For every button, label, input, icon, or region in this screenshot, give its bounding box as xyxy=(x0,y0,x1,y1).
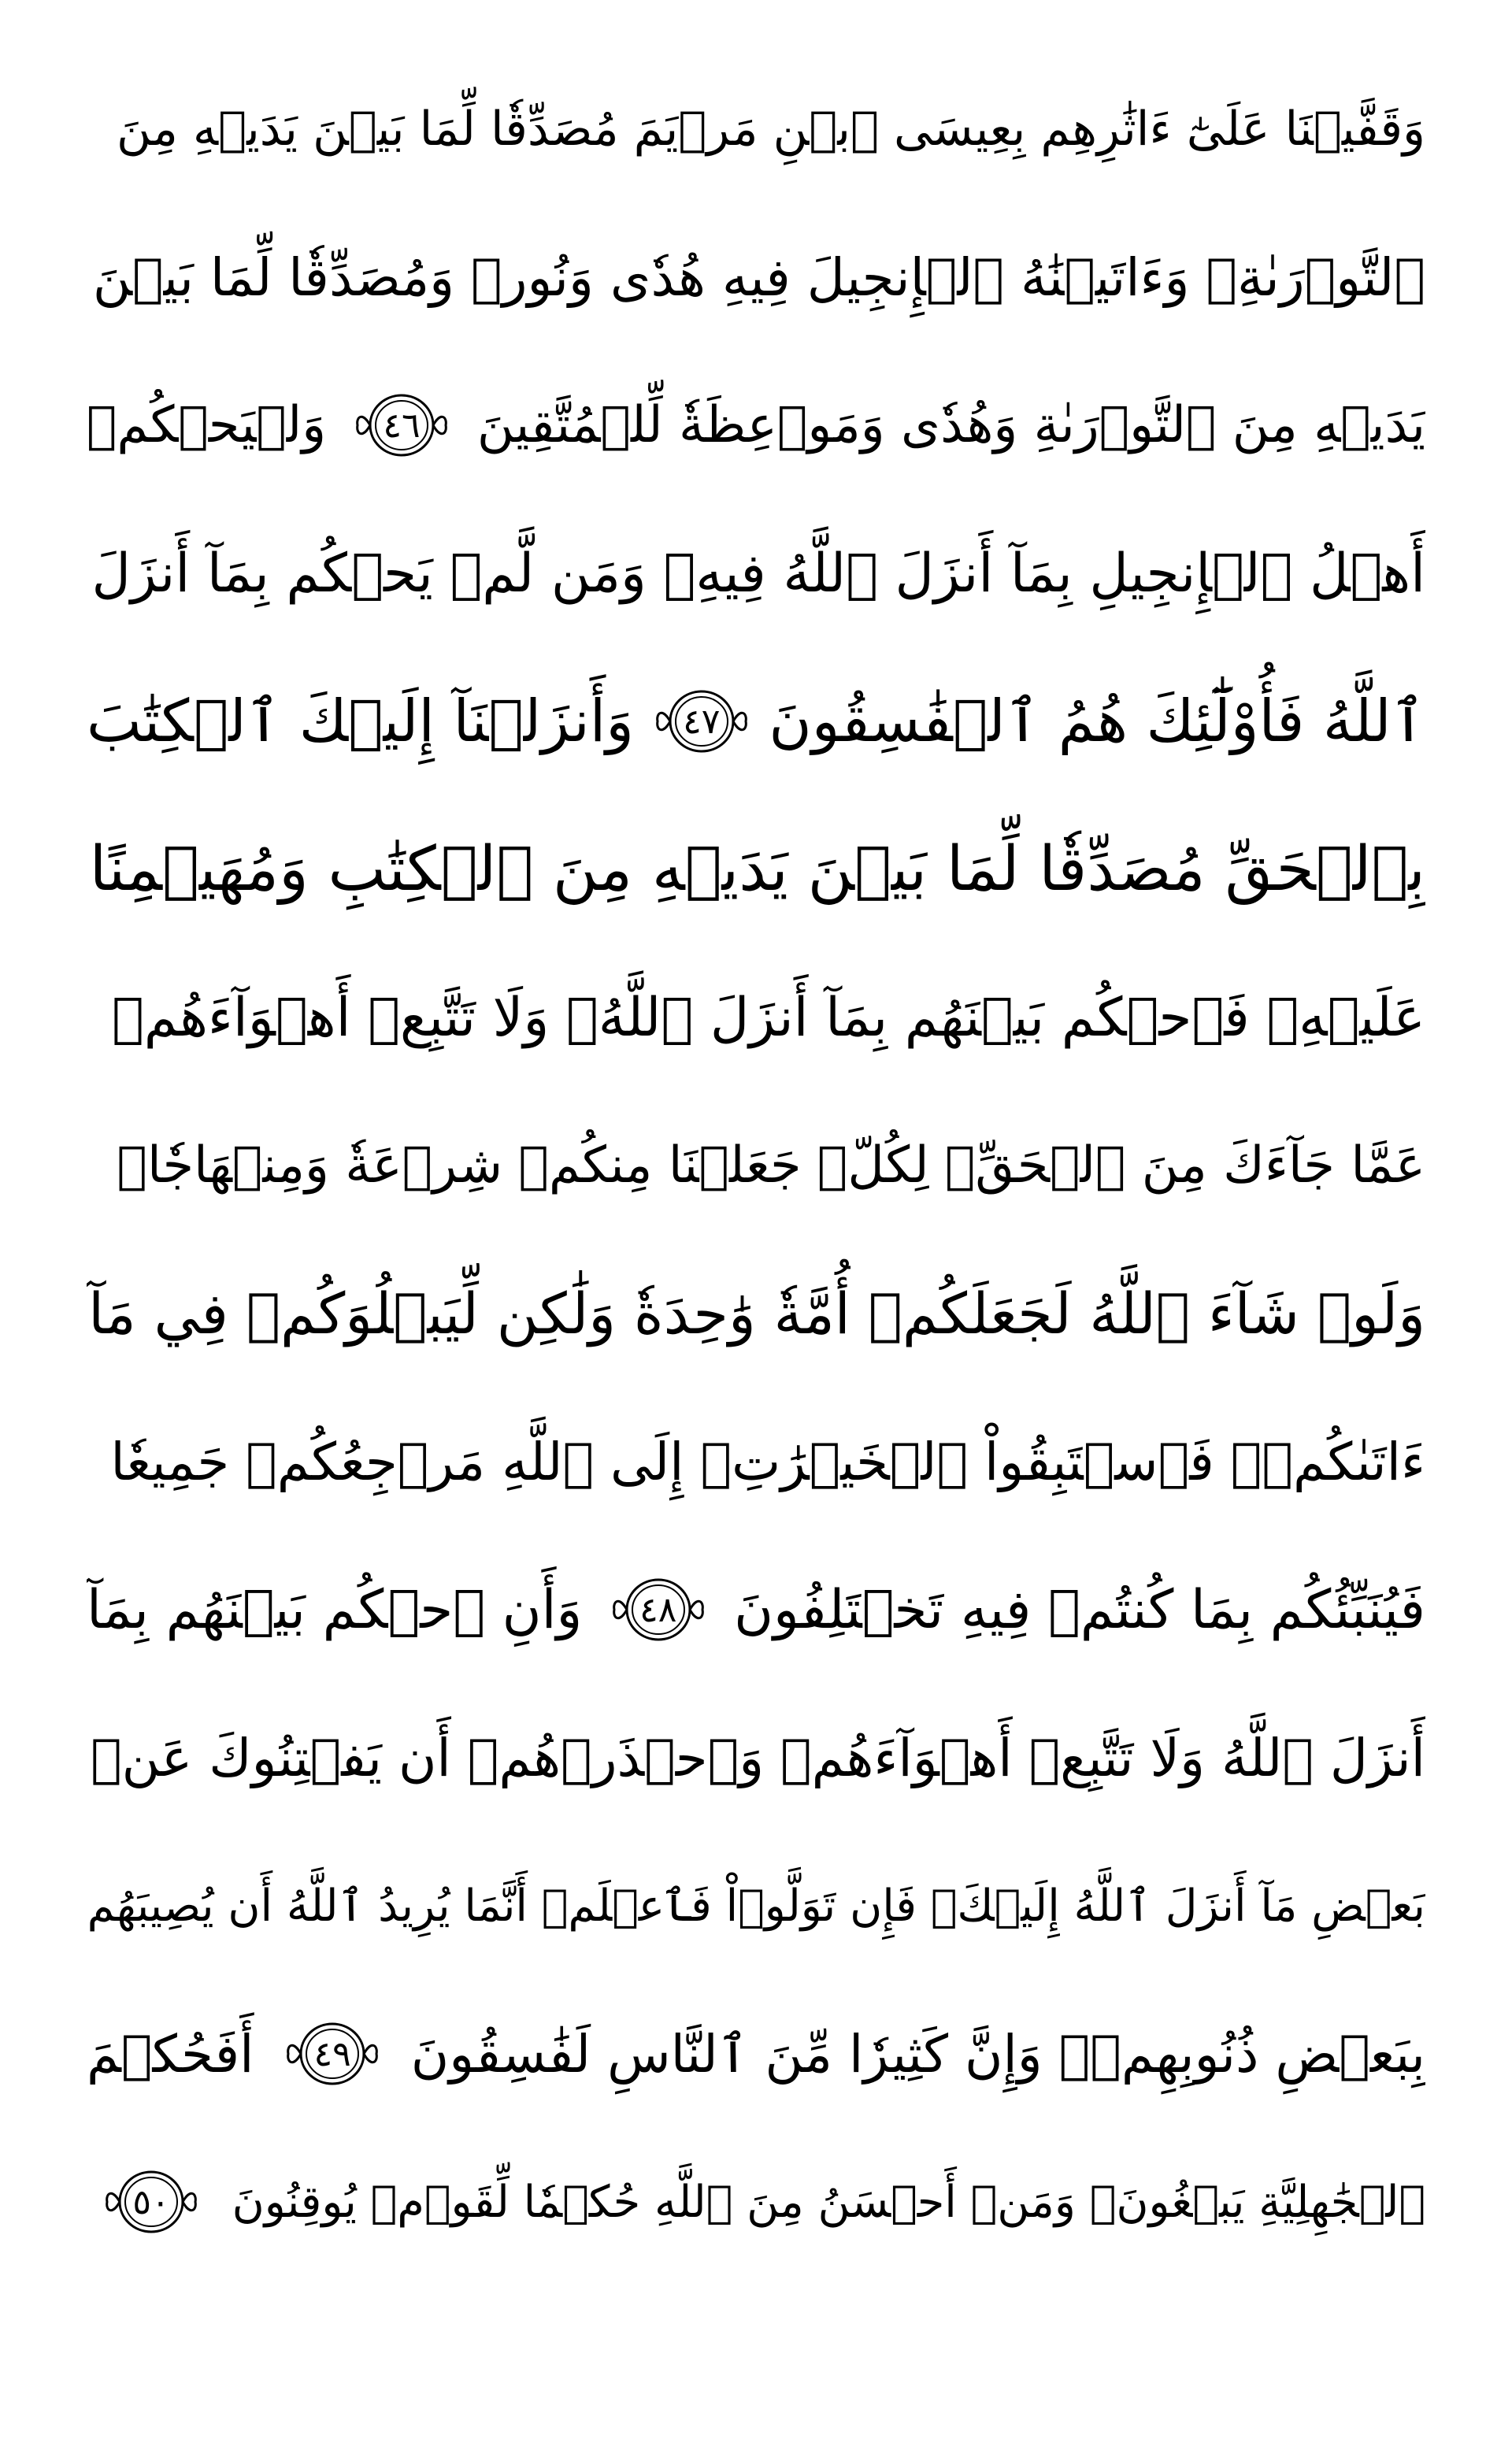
text-line-5 xyxy=(87,647,1425,795)
line-text: ٱلۡجَٰهِلِيَّةِ يَبۡغُونَۚ وَمَنۡ أَحۡسَنُ مِنَ ٱللَّهِ حُكۡمٗا لِّقَوۡمٖ يُوقِنُونَ xyxy=(232,2176,1425,2228)
text-line-7 xyxy=(87,943,1425,1091)
ayah-number: ٤٩ xyxy=(313,2033,351,2074)
line-text: وَلۡيَحۡكُمۡ xyxy=(87,396,327,454)
ayah-number: ٥٠ xyxy=(132,2181,170,2222)
line-text: ءَاتَىٰكُمۡۖ فَٱسۡتَبِقُواْ ٱلۡخَيۡرَٰتِۚ إِلَى ٱللَّهِ مَرۡجِعُكُمۡ جَمِيعٗا xyxy=(110,1431,1425,1492)
line-text: ٱلتَّوۡرَىٰةِۖ وَءَاتَيۡنَٰهُ ٱلۡإِنجِيلَ فِيهِ هُدٗى وَنُورٞ وَمُصَدِّقٗا لِّمَا بَيۡنَ xyxy=(92,246,1425,308)
line-text: أَفَحُكۡمَ xyxy=(87,2023,254,2085)
text-line-13 xyxy=(87,1832,1425,1980)
ayah-number-marker xyxy=(282,2016,383,2092)
line-text: وَلَوۡ شَآءَ ٱللَّهُ لَجَعَلَكُمۡ أُمَّةٗ وَٰحِدَةٗ وَلَٰكِن لِّيَبۡلُوَكُمۡ فِي مَآ xyxy=(88,1280,1425,1347)
text-line-2 xyxy=(87,203,1425,351)
ayah-number-marker xyxy=(101,2164,202,2240)
ayah-number: ٤٦ xyxy=(383,405,421,446)
line-text: عَلَيۡهِۖ فَٱحۡكُم بَيۡنَهُم بِمَآ أَنزَلَ ٱللَّهُۖ وَلَا تَتَّبِعۡ أَهۡوَآءَهُمۡ xyxy=(112,986,1425,1049)
line-text: عَمَّا جَآءَكَ مِنَ ٱلۡحَقِّۚ لِكُلّٖ جَعَلۡنَا مِنكُمۡ شِرۡعَةٗ وَمِنۡهَاجٗاۚ xyxy=(117,1136,1425,1195)
text-line-12 xyxy=(87,1684,1425,1832)
text-line-6 xyxy=(87,795,1425,943)
text-line-1 xyxy=(87,55,1425,203)
text-line-11 xyxy=(87,1536,1425,1684)
line-text: يَدَيۡهِ مِنَ ٱلتَّوۡرَىٰةِ وَهُدٗى وَمَوۡعِظَةٗ لِّلۡمُتَّقِينَ xyxy=(476,396,1425,454)
line-text: وَأَنِ ٱحۡكُم بَيۡنَهُم بِمَآ xyxy=(87,1578,583,1641)
text-line-10 xyxy=(87,1388,1425,1536)
text-line-3 xyxy=(87,351,1425,499)
line-text: وَأَنزَلۡنَآ إِلَيۡكَ ٱلۡكِتَٰبَ xyxy=(87,687,634,755)
line-text: وَقَفَّيۡنَا عَلَىٰٓ ءَاثَٰرِهِم بِعِيسَى ٱبۡنِ مَرۡيَمَ مُصَدِّقٗا لِّمَا بَيۡنَ يَدَيۡهِ مِنَ xyxy=(117,102,1425,157)
line-text: ٱللَّهُ فَأُوْلَٰٓئِكَ هُمُ ٱلۡفَٰسِقُونَ xyxy=(769,687,1425,755)
text-line-14 xyxy=(87,1980,1425,2128)
line-text: بَعۡضِ مَآ أَنزَلَ ٱللَّهُ إِلَيۡكَۖ فَإِن تَوَلَّوۡاْ فَٱعۡلَمۡ أَنَّمَا يُرِيدُ ٱللَّهُ أَن يُصِيبَهُم xyxy=(87,1880,1425,1932)
line-text: أَهۡلُ ٱلۡإِنجِيلِ بِمَآ أَنزَلَ ٱللَّهُ فِيهِۚ وَمَن لَّمۡ يَحۡكُم بِمَآ أَنزَلَ xyxy=(91,542,1425,605)
ayah-number-marker xyxy=(608,1572,709,1647)
text-line-9 xyxy=(87,1240,1425,1388)
ayah-number-marker xyxy=(351,387,452,463)
text-line-8 xyxy=(87,1091,1425,1240)
line-text: بِٱلۡحَقِّ مُصَدِّقٗا لِّمَا بَيۡنَ يَدَيۡهِ مِنَ ٱلۡكِتَٰبِ وَمُهَيۡمِنًا xyxy=(89,834,1425,905)
line-text: فَيُنَبِّئُكُم بِمَا كُنتُمۡ فِيهِ تَخۡتَلِفُونَ xyxy=(734,1578,1425,1641)
line-text: أَنزَلَ ٱللَّهُ وَلَا تَتَّبِعۡ أَهۡوَآءَهُمۡ وَٱحۡذَرۡهُمۡ أَن يَفۡتِنُوكَ عَنۢ xyxy=(91,1727,1425,1788)
ayah-number: ٤٨ xyxy=(639,1589,677,1630)
line-text: بِبَعۡضِ ذُنُوبِهِمۡۗ وَإِنَّ كَثِيرٗا مِّنَ ٱلنَّاسِ لَفَٰسِقُونَ xyxy=(410,2023,1425,2085)
text-line-4 xyxy=(87,499,1425,647)
ayah-number-marker xyxy=(651,684,752,759)
text-line-15 xyxy=(87,2128,1425,2276)
ayah-number: ٤٧ xyxy=(683,701,721,742)
